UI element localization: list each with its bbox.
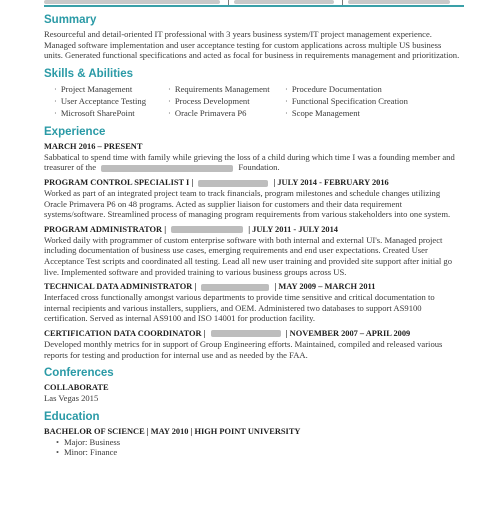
job-description (44, 152, 462, 173)
redacted-company (171, 226, 243, 233)
job-dates: | JULY 2014 - FEBRUARY 2016 (273, 177, 389, 187)
job-entry (44, 328, 462, 360)
skill-item: · Microsoft SharePoint (54, 107, 164, 119)
section-title-summary: Summary (44, 14, 97, 26)
education-list (44, 437, 462, 458)
job-header (44, 224, 462, 235)
section-title-education: Education (44, 410, 100, 423)
skill-item: · Oracle Primavera P6 (168, 107, 281, 119)
redacted-company (201, 284, 269, 291)
skills-section (44, 68, 462, 119)
skill-item: · Project Management (54, 83, 164, 95)
experience-section (44, 126, 462, 360)
job-entry (44, 141, 462, 173)
redacted-company (211, 330, 281, 337)
skill-item: · Scope Management (285, 107, 445, 119)
skill-item: · User Acceptance Testing (54, 95, 164, 107)
redacted-contact (348, 0, 450, 4)
job-title: PROGRAM CONTROL SPECIALIST I | (44, 177, 194, 187)
skills-list (54, 83, 462, 119)
job-header (44, 281, 462, 292)
redacted-contact (44, 0, 220, 4)
redacted-contact (234, 0, 334, 4)
job-header (44, 328, 462, 339)
job-description: Developed monthly metrics for in support of Group Engineering efforts. Maintained, compiled and released various reports for testing and production for internal use and as needed by the FAA. (44, 338, 443, 360)
conference-name: COLLABORATE (44, 383, 109, 393)
skill-item: · Procedure Documentation (285, 83, 445, 95)
list-item: • Major: Business (56, 437, 462, 448)
section-title-conferences: Conferences (44, 367, 114, 380)
education-section (44, 411, 462, 458)
summary-section (44, 14, 462, 61)
redacted-company (198, 180, 268, 187)
skill-item: · Requirements Management (168, 83, 281, 95)
job-title: TECHNICAL DATA ADMINISTRATOR | (44, 282, 197, 292)
job-description-text: Foundation. (238, 162, 280, 173)
job-dates: | JULY 2011 - JULY 2014 (248, 224, 338, 234)
section-title-skills: Skills & Abilities (44, 67, 134, 80)
resume-body (44, 14, 462, 458)
job-header (44, 177, 462, 188)
job-title: CERTIFICATION DATA COORDINATOR | (44, 328, 206, 338)
conferences-section (44, 367, 462, 404)
job-header (44, 141, 462, 152)
job-dates: | MAY 2009 – MARCH 2011 (274, 282, 376, 292)
job-entry (44, 177, 462, 220)
conference-location: Las Vegas 2015 (44, 393, 99, 404)
job-description: Worked daily with programmer of custom enterprise software with both internal and external UI's. Managed project including documentation of business use cases, emerging requirements and end user expectations. Created User Acceptance Test scripts and coordinated all testing. Lead all new user training and provided site support after initial go live. Implemented software and provided training to various business groups across US. (44, 234, 453, 277)
job-entry (44, 224, 462, 277)
redacted-name (101, 165, 233, 172)
summary-text: Resourceful and detail-oriented IT professional with 3 years business system/IT project management experience. Managed software implementation and user acceptance testing for custom applications across multiple US business units. Generated functional specifications and acted as focal for business in requirements management and prioritization. (44, 29, 460, 61)
job-dates: | NOVEMBER 2007 – APRIL 2009 (285, 328, 411, 338)
section-title-experience: Experience (44, 125, 106, 138)
job-entry (44, 281, 462, 324)
header-contact-bar (44, 0, 464, 8)
skill-item: · Functional Specification Creation (285, 95, 445, 107)
job-dates: MARCH 2016 – PRESENT (44, 141, 143, 151)
job-description: Worked as part of an integrated project team to track financials, program milestones and schedule changes utilizing Oracle Primavera P6 on 48 programs. Acted as supplier liaison for customers and their data requirement systems/software. Streamlined process of managing program requirements from various stakeholders into one system. (44, 187, 451, 220)
skill-item: · Process Development (168, 95, 281, 107)
header-rule (44, 5, 464, 7)
list-item: • Minor: Finance (56, 447, 462, 458)
job-title: PROGRAM ADMINISTRATOR | (44, 224, 167, 234)
job-description-text: Sabbatical to spend time with family while grieving the loss of a child during which time I was a founding member and treasurer of the (44, 151, 455, 173)
job-description: Interfaced cross functionally amongst various departments to provide time sensitive and critical documentation to internal recipients and various installers, suppliers, and OEM. Administered two databases to support AS9100 certification. Served as internal AS9100 and ISO 14001 for production facility. (44, 292, 435, 324)
degree-line: BACHELOR OF SCIENCE | MAY 2010 | HIGH POINT UNIVERSITY (44, 426, 301, 436)
